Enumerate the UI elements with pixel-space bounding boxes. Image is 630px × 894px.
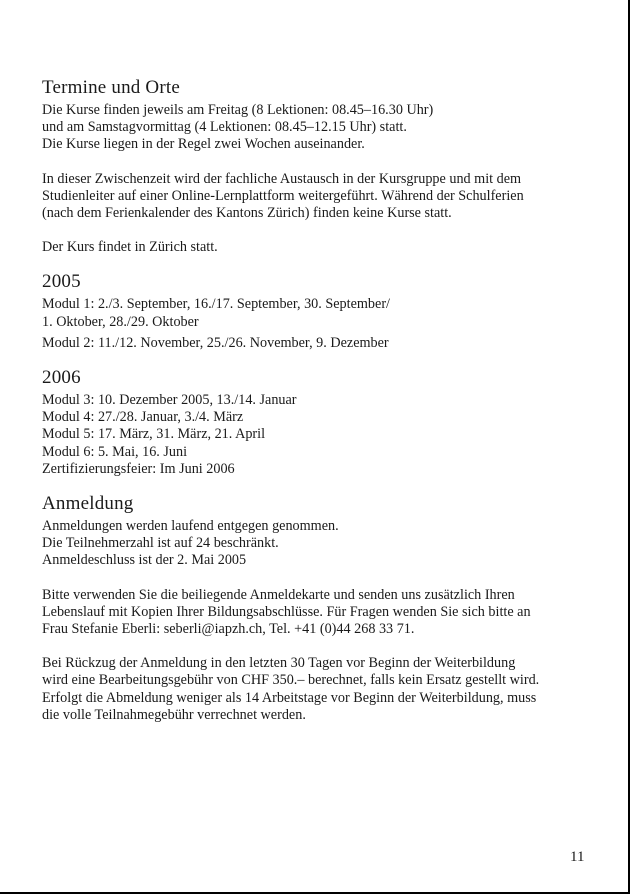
anmeldung-paragraph-1 — [42, 518, 602, 570]
termine-paragraph-2 — [42, 171, 602, 223]
section-2005 — [42, 270, 602, 352]
modul-5-dates: Modul 5: 17. März, 31. März, 21. April — [42, 426, 266, 443]
modul-1-dates — [42, 296, 602, 330]
text-line: Erfolgt die Abmeldung weniger als 14 Arbeitstage vor Beginn der Weiterbildung, muss — [42, 689, 537, 706]
text-line: In dieser Zwischenzeit wird der fachliche Austausch in der Kursgruppe und mit dem — [42, 170, 522, 187]
text-line: Anmeldeschluss ist der 2. Mai 2005 — [42, 552, 247, 569]
text-line: Die Kurse liegen in der Regel zwei Wochen auseinander. — [42, 136, 365, 153]
heading-2006: 2006 — [42, 367, 81, 389]
text-line: wird eine Bearbeitungsgebühr von CHF 350.– berechnet, falls kein Ersatz gestellt wird. — [42, 672, 540, 689]
anmeldung-paragraph-2 — [42, 587, 602, 639]
text-line: Frau Stefanie Eberli: seberli@iapzh.ch, Tel. +41 (0)44 268 33 71. — [42, 621, 415, 638]
text-line: Die Teilnehmerzahl ist auf 24 beschränkt. — [42, 535, 279, 552]
heading-2005: 2005 — [42, 271, 81, 293]
anmeldung-paragraph-3 — [42, 655, 602, 724]
text-line: (nach dem Ferienkalender des Kantons Zürich) finden keine Kurse statt. — [42, 205, 452, 222]
section-2006 — [42, 366, 602, 478]
heading-termine: Termine und Orte — [42, 77, 180, 98]
page-number: 11 — [570, 849, 585, 865]
termine-paragraph-1 — [42, 102, 602, 154]
text-line: Bei Rückzug der Anmeldung in den letzten 30 Tagen vor Beginn der Weiterbildung — [42, 655, 516, 672]
text-line: 1. Oktober, 28./29. Oktober — [42, 313, 199, 330]
modul-2-dates: Modul 2: 11./12. November, 25./26. November, 9. Dezember — [42, 334, 389, 351]
text-line: Lebenslauf mit Kopien Ihrer Bildungsabschlüsse. Für Fragen wenden Sie sich bitte an — [42, 603, 531, 620]
text-line: Der Kurs findet in Zürich statt. — [42, 239, 218, 256]
text-line: Bitte verwenden Sie die beiliegende Anmeldekarte und senden uns zusätzlich Ihren — [42, 586, 515, 603]
modul-6-dates: Modul 6: 5. Mai, 16. Juni — [42, 443, 188, 460]
termine-paragraph-3 — [42, 239, 602, 256]
text-line: Die Kurse finden jeweils am Freitag (8 Lektionen: 08.45–16.30 Uhr) — [42, 102, 434, 118]
modul-3-dates: Modul 3: 10. Dezember 2005, 13./14. Januar — [42, 392, 297, 409]
section-anmeldung — [42, 492, 602, 724]
section-termine — [42, 76, 602, 256]
text-line: die volle Teilnahmegebühr verrechnet werden. — [42, 706, 306, 723]
text-line: Studienleiter auf einer Online-Lernplattform weitergeführt. Während der Schulferien — [42, 187, 524, 204]
text-line: Modul 1: 2./3. September, 16./17. September, 30. September/ — [42, 296, 390, 313]
document-body — [42, 76, 602, 741]
text-line: Anmeldungen werden laufend entgegen genommen. — [42, 518, 339, 535]
modul-4-dates: Modul 4: 27./28. Januar, 3./4. März — [42, 409, 244, 426]
zertifizierungsfeier: Zertifizierungsfeier: Im Juni 2006 — [42, 460, 235, 477]
heading-anmeldung: Anmeldung — [42, 493, 134, 515]
text-line: und am Samstagvormittag (4 Lektionen: 08.45–12.15 Uhr) statt. — [42, 119, 407, 136]
